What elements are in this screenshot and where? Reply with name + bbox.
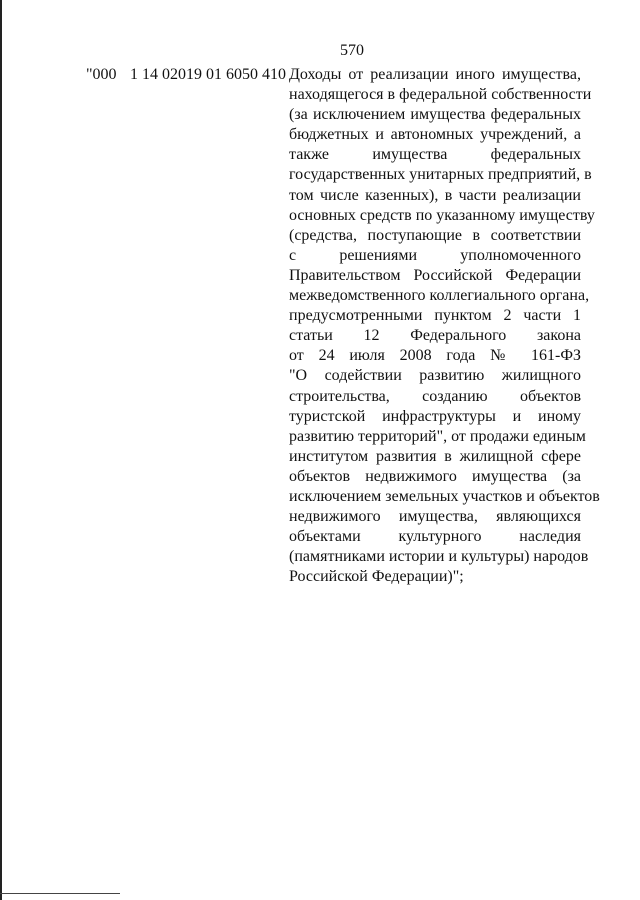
page-number: 570 — [340, 42, 364, 59]
revenue-description — [289, 65, 600, 587]
description-line: Доходы от реализации иного имущества, — [289, 66, 581, 83]
description-line: недвижимого имущества, являющихся — [289, 508, 581, 526]
description-line: государственных унитарных предприятий, в — [289, 166, 592, 184]
description-line: объектов недвижимого имущества (за — [289, 467, 581, 485]
description-line: строительства, созданию объектов — [289, 387, 581, 405]
description-line: туристской инфраструктуры и иному — [289, 407, 581, 425]
description-line: Правительством Российской Федерации — [289, 266, 581, 284]
administrator-code: "000 — [86, 66, 117, 83]
description-line: с решениями уполномоченного — [289, 246, 581, 264]
description-line: развитию территорий", от продажи единым — [289, 427, 586, 445]
description-line: от 24 июля 2008 года № 161-ФЗ — [289, 347, 581, 365]
budget-classification-code: 1 14 02019 01 6050 410 — [130, 66, 286, 83]
description-line: (средства, поступающие в соответствии — [289, 226, 581, 244]
scan-bottom-mark — [0, 893, 120, 894]
description-line: также имущества федеральных — [289, 146, 581, 164]
description-line: "О содействии развитию жилищного — [289, 367, 581, 385]
description-line: (за исключением имущества федеральных — [289, 106, 581, 124]
description-line: Российской Федерации)"; — [289, 568, 464, 586]
description-line: исключением земельных участков и объектов — [289, 487, 600, 505]
description-line: (памятниками истории и культуры) народов — [289, 548, 589, 566]
description-line: объектами культурного наследия — [289, 528, 581, 546]
description-line: межведомственного коллегиального органа, — [289, 287, 590, 305]
scan-left-edge — [0, 0, 2, 900]
description-line: основных средств по указанному имуществу — [289, 206, 595, 224]
description-line: находящегося в федеральной собственности — [289, 86, 592, 104]
description-line: бюджетных и автономных учреждений, а — [289, 126, 581, 144]
description-line: том числе казенных), в части реализации — [289, 186, 581, 204]
description-line: статьи 12 Федерального закона — [289, 327, 581, 345]
description-line: предусмотренными пунктом 2 части 1 — [289, 307, 581, 325]
description-line: институтом развития в жилищной сфере — [289, 447, 581, 465]
